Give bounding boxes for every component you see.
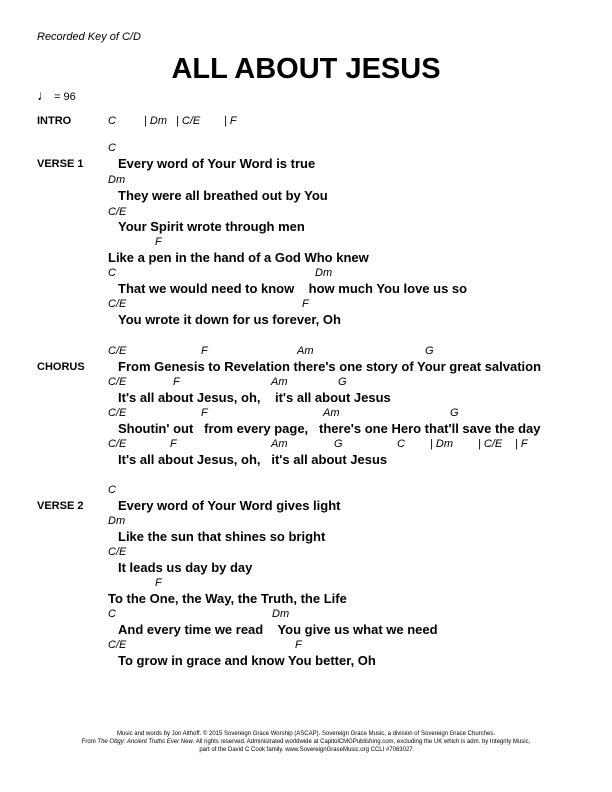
chord: Am [271, 438, 288, 450]
chord: C [108, 484, 116, 496]
lyric-line: You wrote it down for us forever, Oh [118, 312, 341, 327]
chord: C/E [108, 206, 127, 218]
lyric-line: From Genesis to Revelation there's one story of Your great salvation [118, 359, 542, 374]
footer-line [0, 738, 612, 746]
copyright-footer [0, 730, 612, 754]
lyric-line: It leads us day by day [118, 560, 253, 575]
chord: C [108, 115, 116, 127]
chord: C/E [108, 407, 127, 419]
chord: G [338, 376, 347, 388]
footer-text: From [81, 739, 98, 745]
chord: G [334, 438, 343, 450]
chord: C/E [108, 546, 127, 558]
chord: F [295, 639, 302, 651]
chord: Dm [108, 174, 126, 186]
lyric-line: It's all about Jesus, oh, it's all about Jesus [118, 452, 388, 467]
chord: F [302, 298, 309, 310]
album-title: The Obgy: Ancient Truths Ever New [97, 739, 193, 745]
footer-text: . All rights reserved. Administrated worldwide at CapitolCMGPublishing.com, excluding the UK which is adm. by Integrity Music, [192, 739, 531, 745]
chord: | C/E [478, 438, 503, 450]
chord: F [173, 376, 180, 388]
chord: | Dm [430, 438, 454, 450]
chord: F [201, 407, 208, 419]
chord: C [108, 267, 116, 279]
chord: | C/E [176, 115, 201, 127]
chord: Am [271, 376, 288, 388]
chord: | F [224, 115, 237, 127]
section-label: CHORUS [37, 361, 85, 373]
chord: C/E [108, 639, 127, 651]
lyric-line: Like a pen in the hand of a God Who knew [108, 250, 369, 265]
chord: G [425, 345, 434, 357]
tempo-value: = 96 [54, 91, 76, 103]
chord: Am [297, 345, 314, 357]
quarter-note-icon: ♩ [37, 87, 51, 103]
lyric-line: To grow in grace and know You better, Oh [118, 653, 376, 668]
footer-line: Music and words by Jon Althoff. © 2015 Sovereign Grace Worship (ASCAP). Sovereign Grace Music, a division of Sovereign Grace Churches. [116, 731, 496, 737]
lyric-line: Your Spirit wrote through men [118, 219, 305, 234]
lyric-line: And every time we read You give us what we need [118, 622, 438, 637]
chord: C/E [108, 345, 127, 357]
section-label: VERSE 1 [37, 158, 84, 170]
chord: Dm [315, 267, 333, 279]
chord: C/E [108, 376, 127, 388]
chord: F [201, 345, 208, 357]
chord: C/E [108, 438, 127, 450]
footer-line: part of the David C Cook family. www.SovereignGraceMusic.org CCLI #7063027 [199, 747, 413, 753]
lyric-line: That we would need to know how much You love us so [118, 281, 468, 296]
chord: Am [323, 407, 340, 419]
recorded-key: Recorded Key of C/D [37, 31, 141, 43]
section-label: INTRO [37, 115, 72, 127]
tempo-marking [37, 88, 76, 103]
lyric-line: Every word of Your Word gives light [118, 498, 341, 513]
chord: F [170, 438, 177, 450]
chord: G [450, 407, 459, 419]
chord: Dm [108, 515, 126, 527]
chord: | Dm [144, 115, 168, 127]
lyric-line: Shoutin' out from every page, there's one Hero that'll save the day [118, 421, 541, 436]
chord: F [155, 577, 162, 589]
chord: C [108, 608, 116, 620]
chord: C/E [108, 298, 127, 310]
lyric-line: It's all about Jesus, oh, it's all about Jesus [118, 390, 391, 405]
lyric-line: To the One, the Way, the Truth, the Life [108, 591, 347, 606]
section-label: VERSE 2 [37, 500, 84, 512]
lyric-line: Every word of Your Word is true [118, 156, 316, 171]
chord: Dm [272, 608, 290, 620]
chord: | F [515, 438, 528, 450]
lyric-line: Like the sun that shines so bright [118, 529, 326, 544]
lyric-line: They were all breathed out by You [118, 188, 328, 203]
song-title: ALL ABOUT JESUS [171, 53, 441, 85]
chord: C [397, 438, 405, 450]
chord: F [155, 236, 162, 248]
chord: C [108, 142, 116, 154]
